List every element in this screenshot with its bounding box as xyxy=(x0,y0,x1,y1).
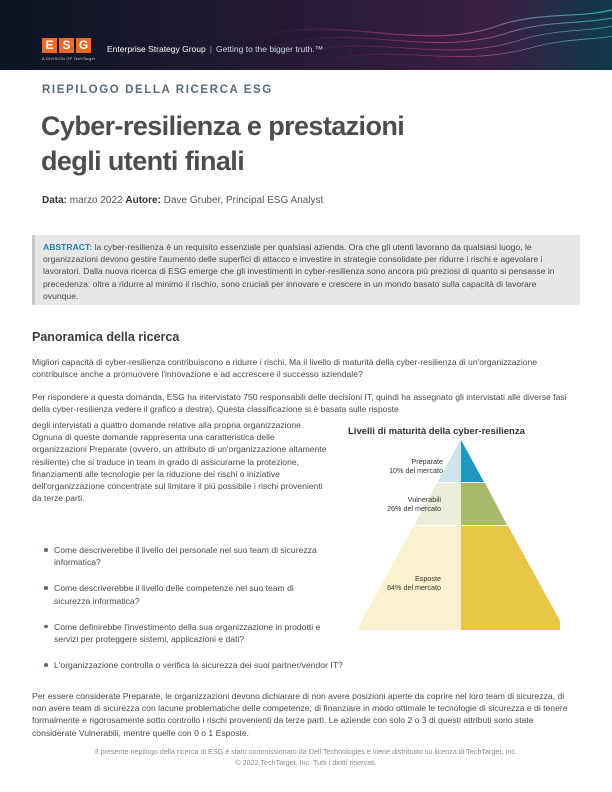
company-line xyxy=(107,44,323,54)
page-header xyxy=(0,0,612,70)
company-name: Enterprise Strategy Group xyxy=(107,44,206,54)
date-value: marzo 2022 xyxy=(69,195,123,206)
footer-line-2: © 2022 TechTarget, Inc. Tutti i diritti riservati. xyxy=(235,758,377,767)
footer-line-1: Il presente riepilogo della ricerca di ESG è stato commissionato da Dell Technologies e viene distribuito su licenza di TechTarget, Inc. xyxy=(94,747,518,756)
date-label: Data: xyxy=(42,195,68,206)
list-item: Come descriverebbe il livello del personale nel suo team di sicurezza informatica? xyxy=(44,544,329,568)
list-item: L'organizzazione controlla o verifica la sicurezza dei suoi partner/vendor IT? xyxy=(44,659,414,671)
abstract-text: la cyber-resilienza è un requisito essenziale per qualsiasi azienda. Ora che gli utenti lavorano da qualsiasi luogo, le organizzazioni devono gestire l'aumento delle superfici di attacco e investire in strategie consolidate per ridurre i rischi e agevolare i lavoratori. Dalla nuova ricerca di ESG emerge che gli investimenti in cyber-resilienza sono ancora più preziosi di quanto si pensasse in precedenza: oltre a ridurre al minimo il rischio, sono cruciali per innovare e crescere in un mondo basato sulla capacità di lavorare ovunque. xyxy=(43,242,555,301)
list-item: Come definirebbe l'investimento della sua organizzazione in prodotti e servizi per proteggere sistemi, applicazioni e dati? xyxy=(44,621,329,645)
page-title xyxy=(41,109,461,179)
tier-label-preparate: Preparate 10% del mercato xyxy=(389,457,443,475)
paragraph-4: Per essere considerate Preparate, le organizzazioni devono dichiarare di non avere posizioni aperte da coprire nel loro team di sicurezza, di non avere team di sicurezza con lacune problematiche delle competenze, di finanziare in modo ottimale le tecnologie di sicurezza e di tenere formalmente e rigorosamente sotto controllo i rischi provenienti da terze parti. Le aziende con solo 2 o 3 di questi attributi sono state considerate Vulnerabili, mentre quelle con 0 o 1 Esposte. xyxy=(32,691,568,738)
list-item: Come descriverebbe il livello delle competenze nel suo team di sicurezza informatica? xyxy=(44,582,329,606)
paragraph-1: Migliori capacità di cyber-resilienza contribuiscono a ridurre i rischi. Ma il livello di maturità della cyber-resilienza di un'organizzazione contribuisce anche a promuovere l'innovazione e ad accrescere il successo aziendale? xyxy=(32,357,538,380)
tier-label-vulnerabili: Vulnerabili 26% del mercato xyxy=(387,495,441,513)
abstract-box xyxy=(32,235,580,305)
doc-meta xyxy=(42,195,323,206)
chart-title: Livelli di maturità della cyber-resilienza xyxy=(348,426,525,437)
paragraph-2: Per rispondere a questa domanda, ESG ha intervistato 750 responsabili delle decisioni IT, quindi ha assegnato gli intervistati alle diverse fasi della cyber-resilienza vedere il grafico a destra). Questa classificazione si è basata sulle risposte xyxy=(32,392,567,415)
author-value: Dave Gruber, Principal ESG Analyst xyxy=(163,195,324,206)
question-list xyxy=(44,544,343,685)
title-line-1: Cyber-resilienza e prestazioni xyxy=(41,111,405,141)
page-footer xyxy=(0,746,612,768)
company-separator: | xyxy=(209,44,212,54)
paragraph-3: degli intervistati a quattro domande relative alla propria organizzazione. Ognuna di queste domande rappresenta una caratteristica delle organizzazioni Preparate (ovvero, un attributo di un'organizzazione altamente resiliente) che si traduce in team in grado di assicurarne la protezione, finanziamenti alle tecnologie per la riduzione dei rischi o iniziative dell'organizzazione concentrate sul limitare il più possibile i rischi provenienti da terze parti. xyxy=(32,420,327,504)
title-line-2: degli utenti finali xyxy=(41,146,245,176)
section-heading: Panoramica della ricerca xyxy=(32,330,180,344)
doc-kicker: RIEPILOGO DELLA RICERCA ESG xyxy=(42,84,273,96)
company-tagline: Getting to the bigger truth.™ xyxy=(215,44,324,54)
logo-subtitle: A DIVISION OF TechTarget xyxy=(42,56,96,61)
tier-label-esposte: Esposte 64% del mercato xyxy=(387,574,441,592)
esg-logo: E S G xyxy=(42,38,91,53)
abstract-label: ABSTRACT: xyxy=(43,242,93,252)
author-label: Autore: xyxy=(125,195,161,206)
